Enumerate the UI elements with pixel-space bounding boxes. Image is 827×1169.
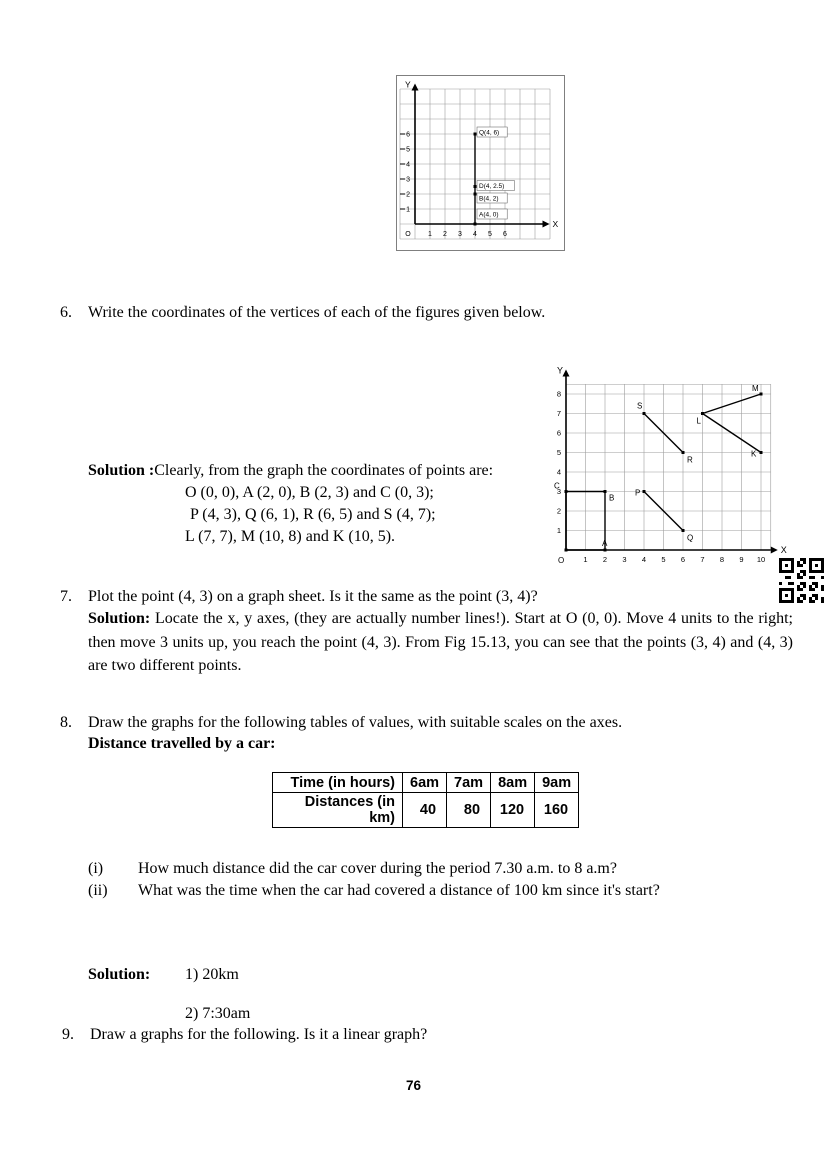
q6-solution-intro: Clearly, from the graph the coordinates of points are: — [154, 462, 494, 479]
svg-text:2: 2 — [406, 191, 410, 199]
question-7 — [60, 588, 793, 678]
q6-solution-line-2: P (4, 3), Q (6, 1), R (6, 5) and S (4, 7); — [190, 506, 436, 523]
svg-text:8: 8 — [556, 389, 561, 399]
svg-text:P: P — [635, 488, 641, 498]
svg-text:C: C — [554, 481, 560, 491]
svg-text:X: X — [780, 545, 787, 555]
question-6 — [60, 304, 770, 322]
svg-text:9: 9 — [739, 555, 744, 564]
svg-text:B(4, 2): B(4, 2) — [479, 195, 499, 203]
svg-text:7: 7 — [556, 409, 561, 418]
table-cell: Distances (in km) — [273, 793, 403, 828]
sub-question-i-text: How much distance did the car cover during the period 7.30 a.m. to 8 a.m? — [138, 860, 617, 877]
table-cell: Time (in hours) — [273, 773, 403, 793]
svg-text:Q: Q — [687, 533, 694, 543]
svg-text:5: 5 — [488, 231, 492, 238]
q8-answer-1: 1) 20km — [185, 966, 239, 983]
q6-solution-line-3: L (7, 7), M (10, 8) and K (10, 5). — [185, 528, 396, 545]
question-9-number: 9. — [62, 1026, 74, 1043]
svg-text:4: 4 — [473, 231, 477, 238]
svg-text:O: O — [405, 231, 411, 238]
question-6-text: Write the coordinates of the vertices of each of the figures given below. — [88, 304, 546, 321]
table-cell: 7am — [447, 773, 491, 793]
sub-question-ii-text: What was the time when the car had covered a distance of 100 km since it's start? — [138, 882, 660, 899]
q8-solution — [88, 966, 239, 984]
question-7-number: 7. — [60, 588, 72, 605]
q7-solution — [88, 607, 793, 678]
q8-sub-questions — [88, 860, 728, 904]
svg-text:7: 7 — [700, 555, 705, 564]
graph-vertical-segment — [397, 76, 564, 250]
question-8-text: Draw the graphs for the following tables of values, with suitable scales on the axes. — [88, 714, 623, 731]
svg-text:3: 3 — [406, 176, 410, 184]
table-row-time — [273, 773, 579, 793]
svg-text:O: O — [558, 556, 565, 565]
question-6-number: 6. — [60, 304, 72, 321]
svg-text:X: X — [552, 219, 559, 229]
question-7-text: Plot the point (4, 3) on a graph sheet. Is it the same as the point (3, 4)? — [88, 588, 538, 605]
q7-solution-label: Solution: — [88, 610, 151, 627]
table-cell: 9am — [535, 773, 579, 793]
question-7-line — [60, 588, 793, 606]
svg-text:Q(4, 6): Q(4, 6) — [479, 129, 500, 137]
q6-solution-line-1: O (0, 0), A (2, 0), B (2, 3) and C (0, 3); — [185, 484, 434, 501]
svg-text:6: 6 — [503, 231, 507, 238]
svg-text:D(4, 2.5): D(4, 2.5) — [479, 183, 505, 190]
sub-question-ii-label: (ii) — [88, 882, 108, 899]
svg-text:R: R — [687, 455, 693, 465]
sub-question-ii — [88, 882, 728, 900]
svg-text:3: 3 — [556, 487, 561, 496]
q8-answer-2: 2) 7:30am — [185, 1005, 251, 1022]
table-cell: 8am — [491, 773, 535, 793]
car-distance-table — [272, 772, 579, 828]
figure-point-segment-graph — [396, 75, 565, 251]
question-8-line — [60, 714, 793, 732]
q8-solution-label: Solution: — [88, 966, 151, 983]
svg-text:1: 1 — [428, 231, 432, 238]
svg-text:L: L — [696, 416, 701, 426]
svg-text:2: 2 — [602, 555, 608, 564]
question-9-text: Draw a graphs for the following. Is it a linear graph? — [90, 1026, 428, 1043]
svg-text:4: 4 — [641, 555, 647, 564]
table-cell: 40 — [403, 793, 447, 828]
svg-text:A(4, 0): A(4, 0) — [479, 211, 499, 219]
svg-text:A: A — [602, 539, 608, 548]
svg-text:M: M — [752, 384, 759, 393]
svg-text:5: 5 — [556, 448, 561, 457]
question-8 — [60, 714, 793, 753]
svg-text:K: K — [751, 449, 757, 459]
svg-text:Y: Y — [405, 79, 411, 90]
page-number: 76 — [405, 1078, 422, 1093]
svg-text:2: 2 — [443, 231, 447, 238]
table-cell: 80 — [447, 793, 491, 828]
question-8-number: 8. — [60, 714, 72, 731]
q6-solution — [88, 460, 588, 548]
svg-text:10: 10 — [756, 555, 766, 564]
svg-text:6: 6 — [680, 555, 686, 564]
table-cell: 160 — [535, 793, 579, 828]
sub-question-i-label: (i) — [88, 860, 104, 877]
svg-text:8: 8 — [719, 555, 725, 564]
svg-text:6: 6 — [406, 131, 410, 139]
svg-text:2: 2 — [556, 506, 561, 516]
q7-solution-text: Locate the x, y axes, (they are actually number lines!). Start at O (0, 0). Move 4 units to the right; then move 3 units up, you reach the point (4, 3). From Fig 15.13, you can see that the points (3, 4) and (4, 3) are two different points. — [88, 610, 794, 674]
svg-text:Y: Y — [557, 365, 564, 376]
q8-subtitle: Distance travelled by a car: — [88, 735, 276, 752]
svg-text:5: 5 — [661, 555, 666, 564]
table-row-distance — [273, 793, 579, 828]
table-cell: 120 — [491, 793, 535, 828]
svg-text:4: 4 — [556, 467, 561, 477]
svg-text:3: 3 — [458, 231, 462, 238]
svg-text:1: 1 — [556, 526, 561, 535]
svg-text:6: 6 — [556, 428, 561, 438]
sub-question-i — [88, 860, 728, 878]
svg-text:B: B — [609, 493, 615, 503]
svg-text:4: 4 — [406, 161, 410, 169]
q6-solution-intro-line — [88, 460, 588, 482]
svg-text:1: 1 — [583, 555, 588, 564]
q6-solution-label: Solution : — [88, 462, 155, 479]
question-9 — [62, 1026, 772, 1044]
svg-text:5: 5 — [406, 146, 410, 154]
table-cell: 6am — [403, 773, 447, 793]
svg-text:S: S — [637, 401, 643, 411]
svg-text:3: 3 — [622, 555, 627, 564]
svg-text:1: 1 — [406, 206, 410, 214]
